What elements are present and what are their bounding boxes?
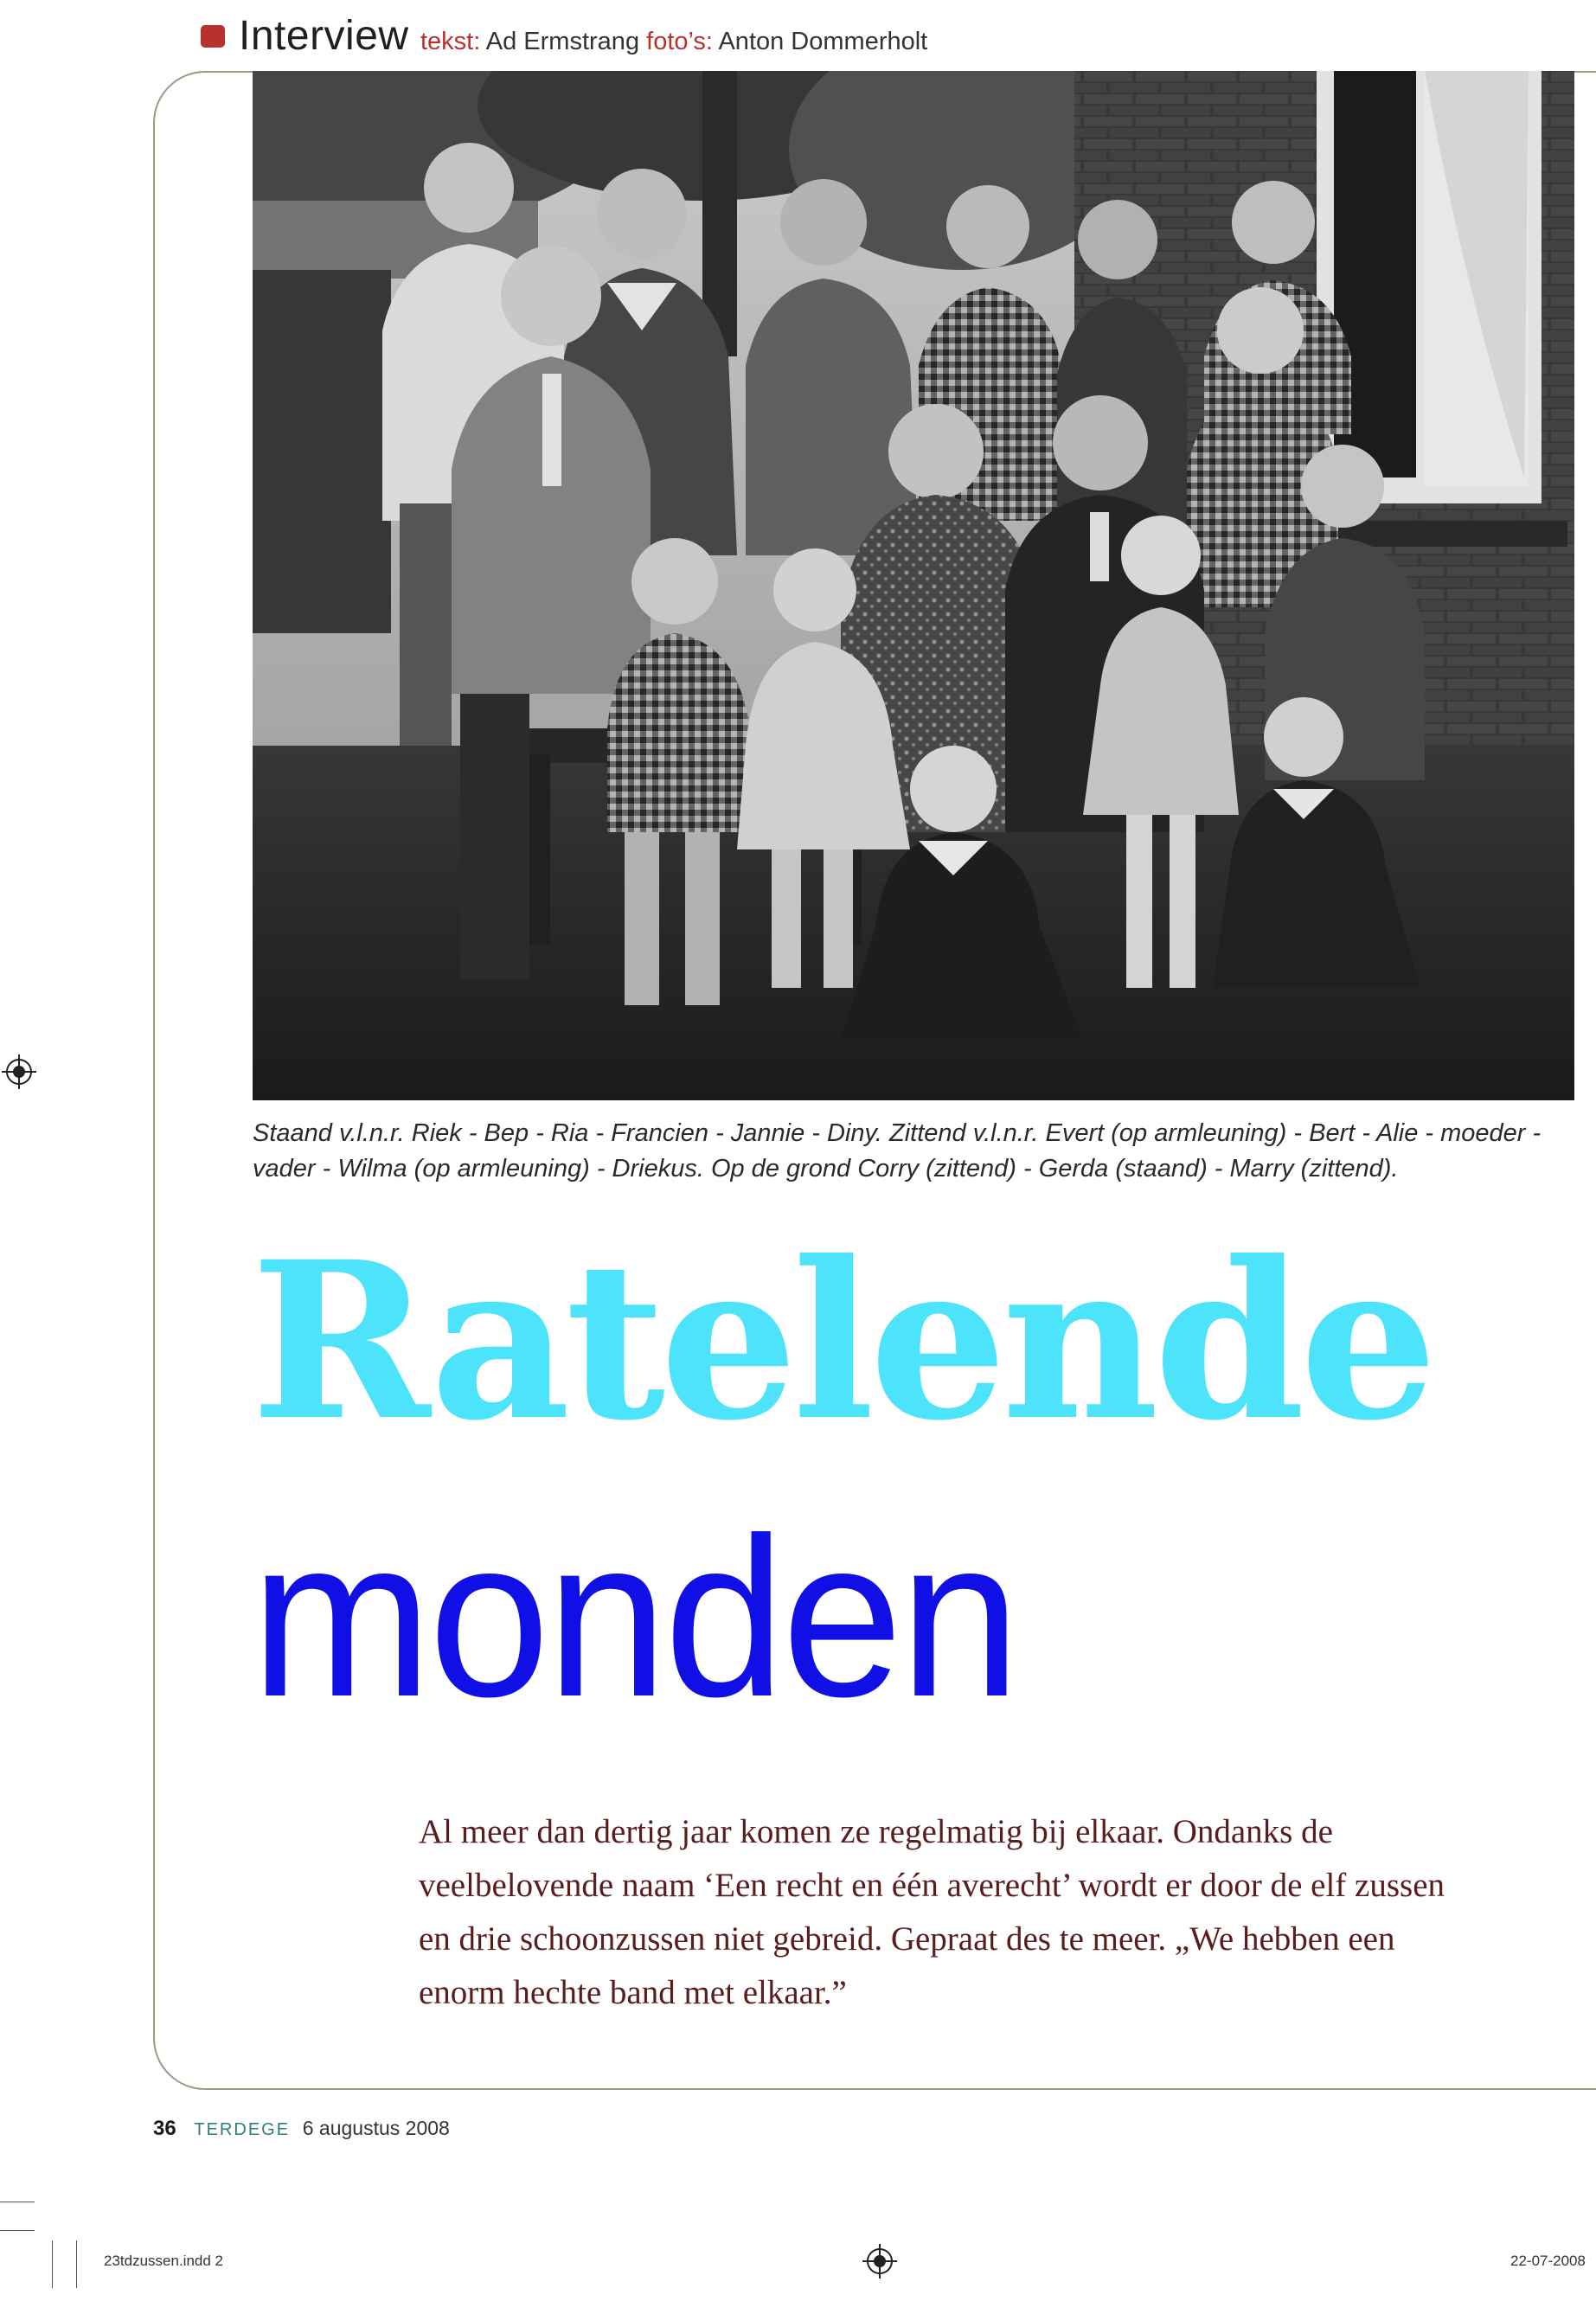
photo-caption: Staand v.l.n.r. Riek - Bep - Ria - Francien - Jannie - Diny. Zittend v.l.n.r. Evert (op armleuning) - Bert - Alie - moeder - vader - Wilma (op armleuning) - Driekus. Op de grond Corry (zittend) - Gerda (staand) - Marry (zittend). bbox=[253, 1119, 1542, 1183]
page-number: 36 bbox=[153, 2117, 176, 2140]
section-marker bbox=[201, 25, 225, 48]
crop-mark bbox=[76, 2240, 77, 2288]
slug-date: 22-07-2008 bbox=[1510, 2253, 1586, 2269]
text-credit-label: tekst: bbox=[420, 28, 481, 55]
magazine-name: TERDEGE bbox=[194, 2120, 291, 2139]
registration-mark-icon bbox=[862, 2244, 897, 2279]
registration-mark-icon bbox=[2, 1054, 36, 1089]
credits bbox=[420, 24, 927, 59]
headline-line-1: Ratelende bbox=[251, 1214, 1433, 1468]
issue-date: 6 augustus 2008 bbox=[302, 2117, 450, 2139]
family-photo bbox=[253, 71, 1574, 1100]
page-footer bbox=[153, 2113, 450, 2144]
crop-mark bbox=[0, 2230, 35, 2231]
photo-credit-label: foto’s: bbox=[646, 28, 713, 55]
photographer-name: Anton Dommerholt bbox=[718, 28, 928, 55]
section-label: Interview bbox=[239, 13, 409, 59]
author-name: Ad Ermstrang bbox=[485, 28, 640, 55]
crop-mark bbox=[52, 2240, 53, 2288]
slug-filename: 23tdzussen.indd 2 bbox=[104, 2253, 223, 2269]
intro-paragraph: Al meer dan dertig jaar komen ze regelmatig bij elkaar. Ondanks de veelbelovende naam ‘Een recht en één averecht’ wordt er door de elf zussen en drie schoonzussen niet gebreid. Gepraat des te meer. „We hebben een enorm hechte band met elkaar.” bbox=[419, 1813, 1445, 2011]
headline-line-2: monden bbox=[251, 1490, 1017, 1744]
